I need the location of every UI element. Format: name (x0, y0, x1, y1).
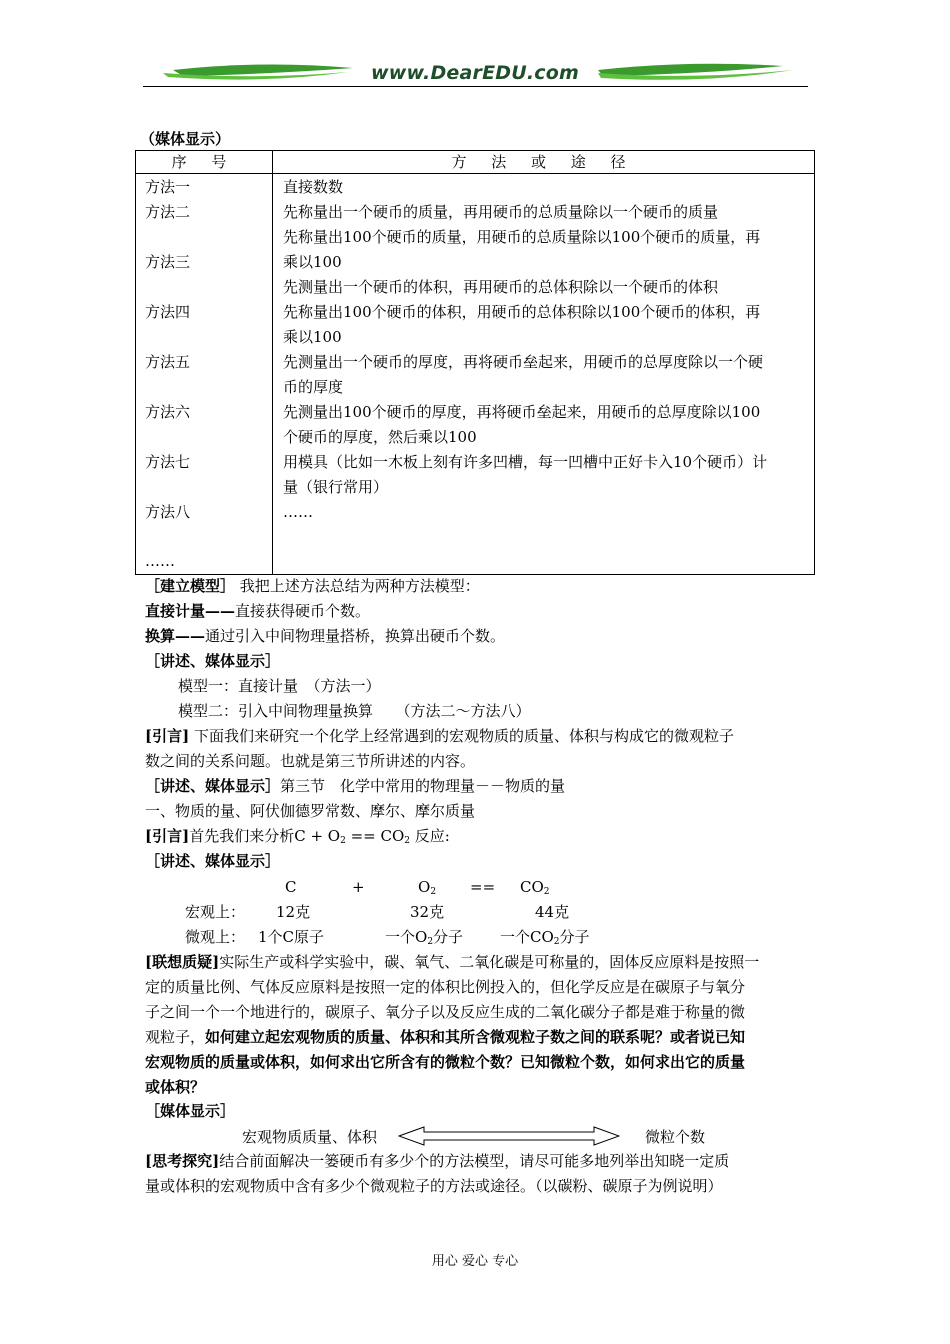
double-arrow-icon (398, 1126, 620, 1146)
assoc-line-6: 或体积？ (145, 1078, 206, 1096)
method-index: 方法六 (145, 403, 191, 421)
direct-text: 直接获得硬币个数。 (235, 602, 371, 620)
lecture-heading: ［讲述、媒体显示］ (145, 652, 281, 670)
method-index: 方法五 (145, 353, 191, 371)
intro2-sub: 2 (340, 836, 346, 846)
intro-label: [引言] (145, 727, 190, 745)
model-text: 我把上述方法总结为两种方法模型： (235, 577, 480, 595)
eq-o2-text: O (418, 878, 431, 896)
model-one: 模型一：直接计量 （方法一） (178, 677, 381, 695)
lecture2-label: ［讲述、媒体显示］ (145, 777, 281, 795)
eq-co2-sub: 2 (543, 887, 550, 897)
eq-co2-text: CO (520, 878, 544, 896)
assoc-line-2: 定的质量比例、气体反应原料是按照一定的体积比例投入的，但化学反应是在碳原子与氧分 (145, 978, 746, 996)
micro-o2-post: 分子 (433, 928, 464, 946)
assoc-label: [联想质疑] (145, 953, 220, 971)
convert-label: 换算—— (145, 627, 206, 645)
micro-o2-pre: 一个O (385, 928, 428, 946)
page-footer: 用心 爱心 专心 (431, 1254, 519, 1269)
eq-co2 (520, 876, 950, 903)
assoc-line-1 (145, 951, 810, 973)
lecture-line-2 (145, 775, 810, 797)
model-line (145, 575, 810, 597)
method-index: …… (145, 552, 175, 570)
method-index: 方法四 (145, 303, 191, 321)
method-index: 方法二 (145, 203, 191, 221)
eq-c: C (285, 878, 297, 896)
intro2-text: 首先我们来分析C + O (189, 827, 341, 845)
method-text: 先称量出100个硬币的体积，用硬币的总体积除以100个硬币的体积，再 (283, 303, 761, 321)
method-text: 先测量出100个硬币的厚度，再将硬币垒起来，用硬币的总厚度除以100 (283, 403, 761, 421)
assoc-line4-plain: 观粒子， (145, 1028, 206, 1046)
site-header (143, 56, 808, 90)
intro-text: 下面我们来研究一个化学上经常遇到的宏观物质的质量、体积与构成它的微观粒子 (189, 727, 734, 745)
think-line-2: 量或体积的宏观物质中含有多少个微观粒子的方法或途径。（以碳粉、碳原子为例说明） (145, 1177, 723, 1195)
convert-line (145, 625, 810, 647)
table-header-row (136, 151, 815, 174)
header-method: 方 法 或 途 径 (273, 151, 815, 174)
method-index: 方法一 (145, 178, 191, 196)
macro-label: 宏观上： (185, 903, 246, 921)
macro-quantity-label: 宏观物质质量、体积 (242, 1128, 378, 1146)
assoc-line4-bold: 如何建立起宏观物质的质量、体积和其所含微观粒子数之间的联系呢？或者说已知 (205, 1028, 746, 1046)
eq-plus: + (352, 878, 365, 896)
think-text: 结合前面解决一篓硬币有多少个的方法模型，请尽可能多地列举出知晓一定质 (219, 1152, 730, 1170)
method-index: 方法三 (145, 253, 191, 271)
method-text: 先称量出100个硬币的质量，用硬币的总质量除以100个硬币的质量，再 (283, 228, 761, 246)
method-text: 量（银行常用） (283, 478, 389, 496)
method-text: 用模具（比如一木板上刻有许多凹槽，每一凹槽中正好卡入10个硬币）计 (283, 453, 768, 471)
macro-c: 12克 (276, 903, 311, 921)
macro-o2: 32克 (410, 903, 445, 921)
intro-line-1 (145, 725, 810, 747)
method-text: 乘以100 (283, 253, 342, 271)
header-rule (143, 86, 808, 87)
intro2-line (145, 825, 810, 852)
method-text: 个硬币的厚度，然后乘以100 (283, 428, 477, 446)
direct-line (145, 600, 810, 622)
micro-o2-sub: 2 (427, 937, 434, 947)
micro-label: 微观上： (185, 928, 246, 946)
media-caption: （媒体显示） (140, 130, 231, 148)
method-text: 币的厚度 (283, 378, 344, 396)
intro2-label: [引言] (145, 827, 190, 845)
assoc-text: 实际生产或科学实验中，碳、氧气、二氧化碳是可称量的，固体反应原料是按照一 (219, 953, 760, 971)
direct-label: 直接计量—— (145, 602, 236, 620)
micro-co2-post: 分子 (559, 928, 590, 946)
think-label: [思考探究] (145, 1152, 220, 1170)
method-text: 先测量出一个硬币的厚度，再将硬币垒起来，用硬币的总厚度除以一个硬 (283, 353, 764, 371)
particle-count-label: 微粒个数 (645, 1128, 706, 1146)
assoc-line-3: 子之间一个一个地进行的，碳原子、氧分子以及反应生成的二氧化碳分子都是难于称量的微 (145, 1003, 746, 1021)
method-text: 直接数数 (283, 178, 344, 196)
methods-table (135, 150, 815, 575)
method-text: …… (283, 503, 313, 521)
method-text: 先称量出一个硬币的质量，再用硬币的总质量除以一个硬币的质量 (283, 203, 719, 221)
site-logo-text: www.DearEDU.com (370, 62, 580, 84)
macro-co2: 44克 (535, 903, 570, 921)
lecture-heading-3: ［讲述、媒体显示］ (145, 852, 281, 870)
convert-text: 通过引入中间物理量搭桥，换算出硬币个数。 (205, 627, 506, 645)
intro2-sub: 2 (404, 836, 411, 846)
micro-co2-sub: 2 (553, 937, 560, 947)
micro-c: 1个C原子 (258, 928, 325, 946)
model-two: 模型二：引入中间物理量换算 （方法二～方法八） (178, 702, 531, 720)
method-text: 乘以100 (283, 328, 342, 346)
assoc-line-5: 宏观物质的质量或体积，如何求出它所含有的微粒个数？已知微粒个数，如何求出它的质量 (145, 1053, 746, 1071)
eq-equals: == (470, 878, 496, 896)
method-index: 方法七 (145, 453, 191, 471)
table-body-row (136, 174, 815, 575)
method-column (273, 174, 815, 575)
model-label: ［建立模型］ (145, 577, 236, 595)
media-heading: ［媒体显示］ (145, 1102, 236, 1120)
micro-co2-pre: 一个CO (500, 928, 554, 946)
section-heading: 一、物质的量、阿伏伽德罗常数、摩尔、摩尔质量 (145, 802, 476, 820)
micro-co2 (500, 926, 950, 953)
conversion-diagram (0, 1124, 950, 1148)
method-text: 先测量出一个硬币的体积，再用硬币的总体积除以一个硬币的体积 (283, 278, 719, 296)
intro2-mid: == CO (345, 827, 405, 845)
assoc-line-4 (145, 1026, 810, 1048)
lecture2-text: 第三节 化学中常用的物理量－－物质的量 (280, 777, 566, 795)
eq-o2-sub: 2 (430, 887, 437, 897)
index-column (136, 174, 273, 575)
think-line-1 (145, 1150, 810, 1172)
intro-line-2: 数之间的关系问题。也就是第三节所讲述的内容。 (145, 752, 476, 770)
header-index: 序 号 (136, 151, 273, 174)
intro2-end: 反应: (410, 827, 450, 845)
method-index: 方法八 (145, 503, 191, 521)
